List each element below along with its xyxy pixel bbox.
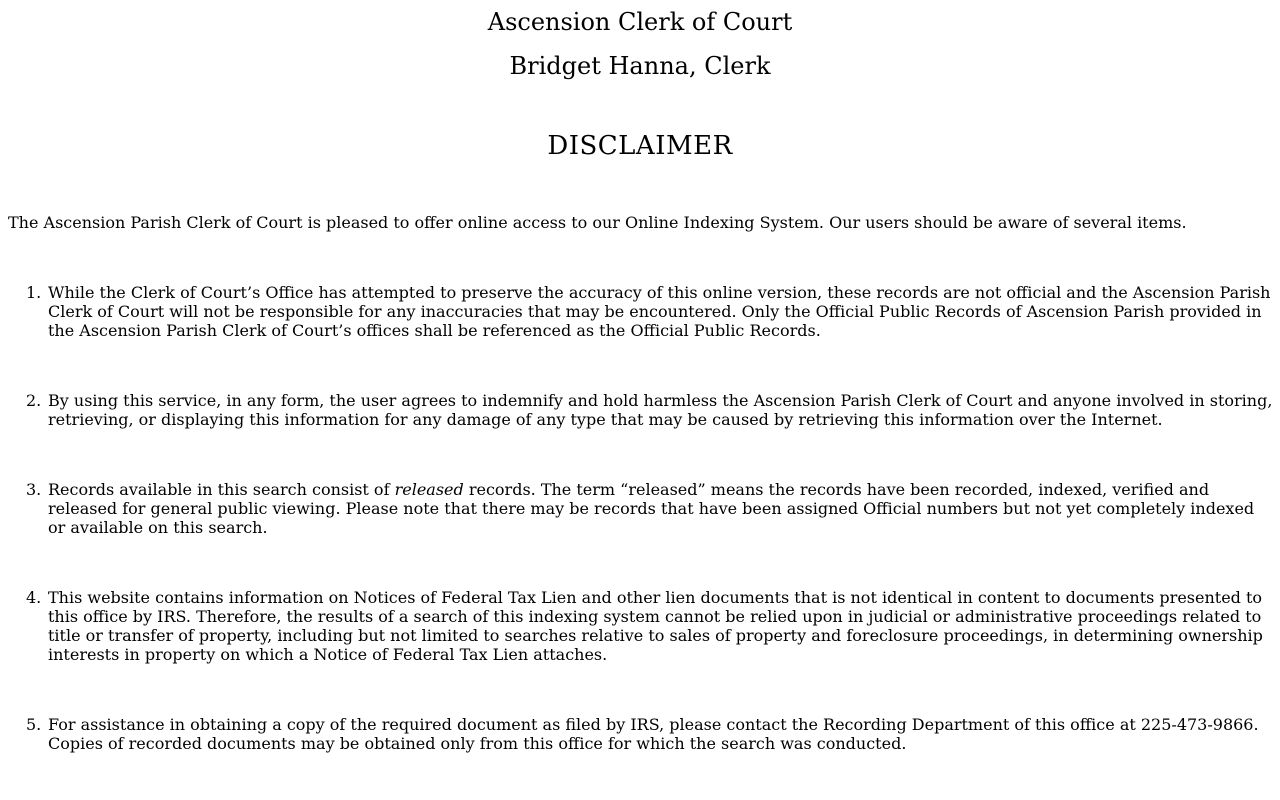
intro-paragraph: The Ascension Parish Clerk of Court is pleased to offer online access to our Online Indexing System. Our users should be aware of several items. bbox=[8, 213, 1187, 232]
item-text-before: Records available in this search consist of bbox=[48, 480, 395, 499]
clerk-name-heading: Bridget Hanna, Clerk bbox=[509, 52, 771, 80]
item-text: This website contains information on Notices of Federal Tax Lien and other lien documents that is not identical in content to documents presented to this office by IRS. Therefore, the results of a search of this indexing system cannot be relied upon in judicial or administrative proceedings related to title or transfer of property, including but not limited to searches relative to sales of property and foreclosure proceedings, in determining ownership interests in property on which a Notice of Federal Tax Lien attaches. bbox=[48, 588, 1263, 664]
item-number: 2. bbox=[26, 391, 42, 410]
item-text: For assistance in obtaining a copy of the required document as filed by IRS, please contact the Recording Department of this office at 225-473-9866. Copies of recorded documents may be obtained only from this office for which the search was conducted. bbox=[48, 715, 1259, 753]
item-number: 4. bbox=[26, 588, 42, 607]
item-text: By using this service, in any form, the user agrees to indemnify and hold harmless the Ascension Parish Clerk of Court and anyone involved in storing, retrieving, or displaying this information for any damage of any type that may be caused by retrieving this information over the Internet. bbox=[48, 391, 1273, 429]
item-number: 1. bbox=[26, 283, 42, 302]
clerk-office-heading: Ascension Clerk of Court bbox=[487, 8, 793, 36]
item-number: 3. bbox=[26, 480, 42, 499]
page-title: DISCLAIMER bbox=[547, 131, 733, 161]
item-text bbox=[48, 480, 1274, 537]
item-text-after: records. The term “released” means the records have been recorded, indexed, verified and released for general public viewing. Please note that there may be records that have been assigned Official numbers but not yet completely indexed or available on this search. bbox=[48, 480, 1255, 537]
item-text-emphasis: released bbox=[394, 480, 464, 499]
item-number: 5. bbox=[26, 715, 42, 734]
item-text: While the Clerk of Court’s Office has attempted to preserve the accuracy of this online version, these records are not official and the Ascension Parish Clerk of Court will not be responsible for any inaccuracies that may be encountered. Only the Official Public Records of Ascension Parish provided in the Ascension Parish Clerk of Court’s offices shall be referenced as the Official Public Records. bbox=[48, 283, 1271, 340]
